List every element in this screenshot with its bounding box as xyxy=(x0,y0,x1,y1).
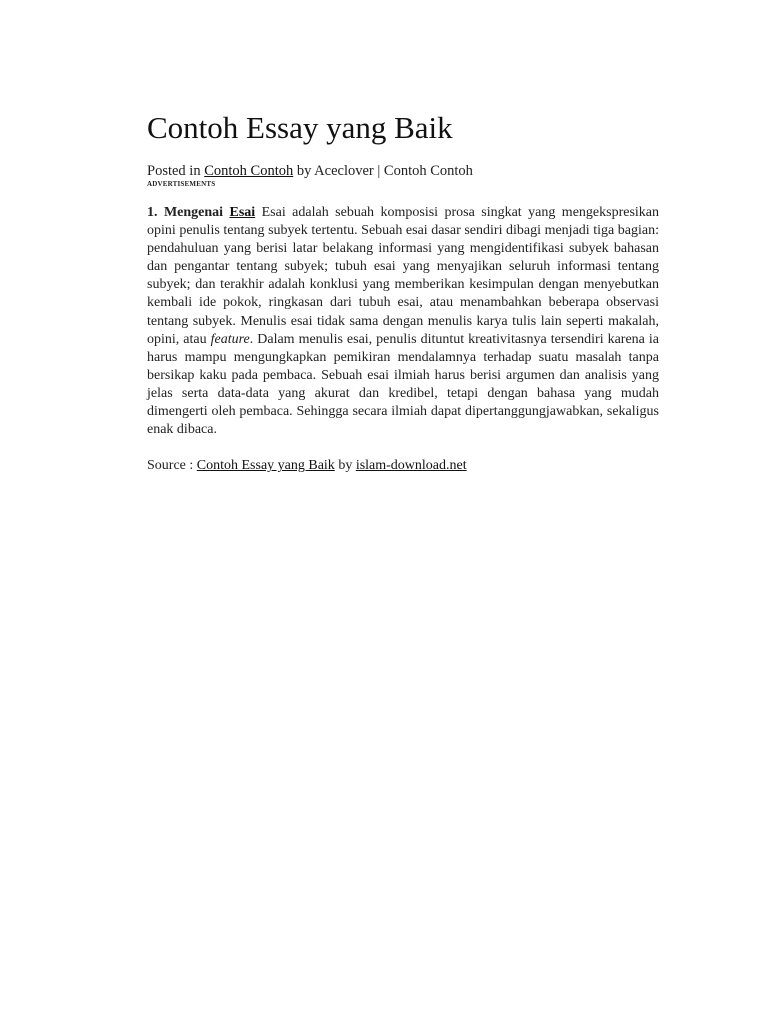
meta-prefix: Posted in xyxy=(147,163,205,179)
page-title: Contoh Essay yang Baik xyxy=(147,110,453,145)
advertisements-label: ADVERTISEMENTS xyxy=(147,180,216,188)
source-by: by xyxy=(334,458,356,474)
paragraph-text-1: Esai adalah sebuah komposisi prosa singkat yang mengekspresikan opini penulis tentang subyek tertentu. Sebuah esai dasar sendiri dibagi menjadi tiga bagian: pendahuluan yang berisi latar belakang informasi yang mengidentifikasi subyek bahasan dan pengantar tentang subyek; tubuh esai yang menyajikan seluruh informasi tentang subyek; dan terakhir adalah konklusi yang memberikan kesimpulan dengan menyebutkan kembali ide pokok, ringkasan dari tubuh esai, atau menambahkan beberapa observasi tentang subyek. Menulis esai tidak sama dengan menulis karya tulis lain seperti makalah, opini, atau xyxy=(147,205,659,347)
esai-link[interactable]: Esai xyxy=(229,205,256,220)
section-lead: 1. Mengenai xyxy=(147,205,230,220)
post-meta xyxy=(147,163,659,180)
source-prefix: Source : xyxy=(147,458,197,474)
document-page xyxy=(147,108,659,475)
body-paragraph xyxy=(147,204,659,439)
source-article-link[interactable]: Contoh Essay yang Baik xyxy=(196,458,335,474)
category-link[interactable]: Contoh Contoh xyxy=(204,163,294,179)
source-site-link[interactable]: islam-download.net xyxy=(355,458,467,474)
paragraph-text-2: . Dalam menulis esai, penulis dituntut kreativitasnya tersendiri karena ia harus mampu mengungkapkan pemikiran mendalamnya terhadap suatu masalah tanpa bersikap kaku pada pembaca. Sebuah esai ilmiah harus berisi argumen dan analisis yang jelas serta data-data yang akurat dan kredibel, tetapi dengan bahasa yang mudah dimengerti oleh pembaca. Sehingga secara ilmiah dapat dipertanggungjawabkan, sekaligus enak dibaca. xyxy=(147,331,659,438)
source-line xyxy=(147,457,659,475)
paragraph-italic: feature xyxy=(210,331,250,347)
meta-author: by Aceclover | Contoh Contoh xyxy=(293,163,473,179)
